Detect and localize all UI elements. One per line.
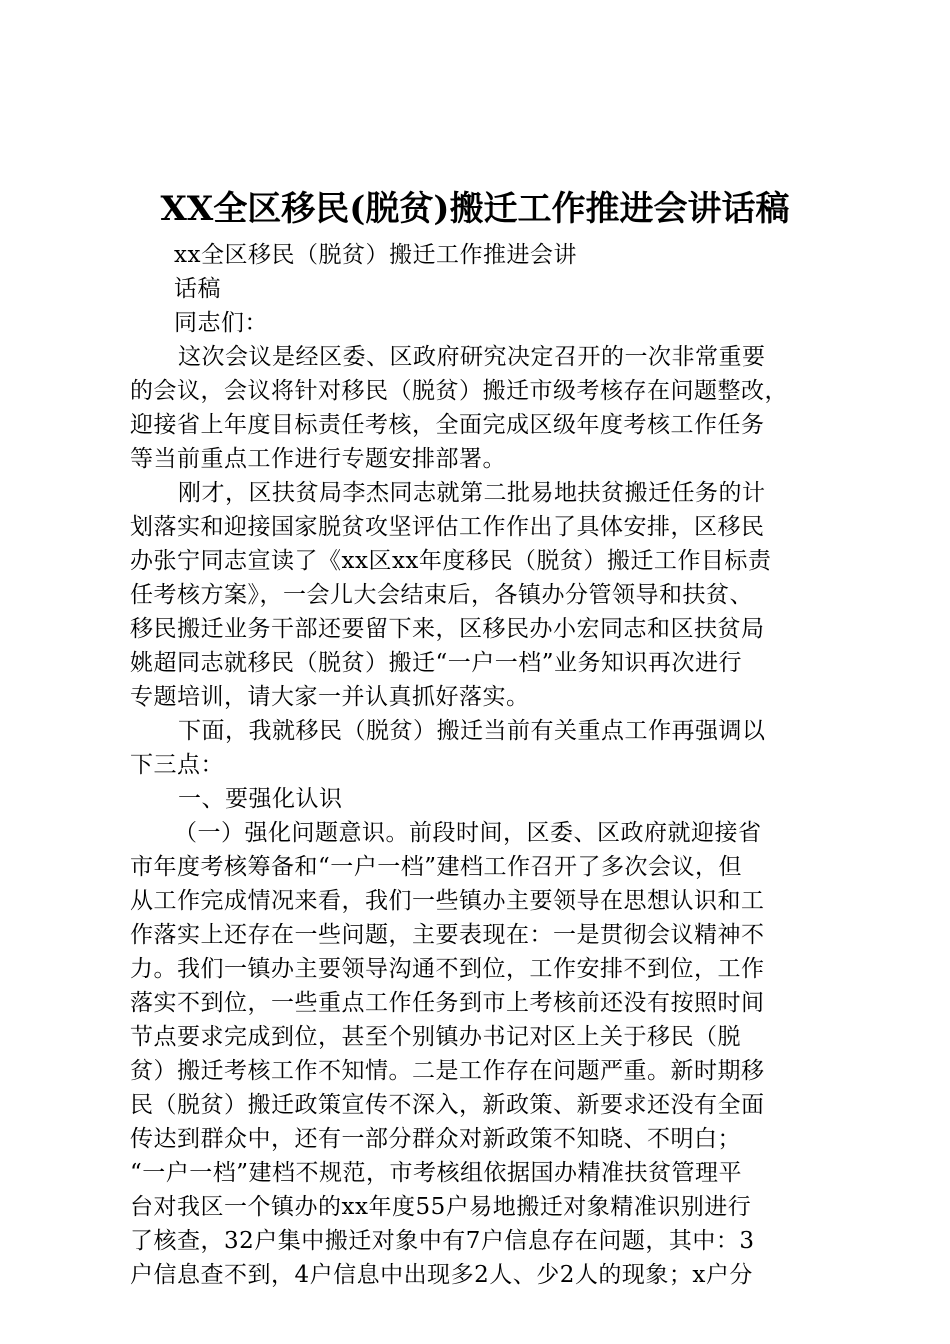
paragraph-line: 传达到群众中，还有一部分群众对新政策不知晓、不明白； <box>130 1126 741 1152</box>
paragraph-line: 下面，我就移民（脱贫）搬迁当前有关重点工作再强调以 <box>178 718 766 744</box>
paragraph-line: 力。我们一镇办主要领导沟通不到位，工作安排不到位，工作 <box>130 956 765 982</box>
paragraph-line: 姚超同志就移民（脱贫）搬迁“一户一档”业务知识再次进行 <box>130 650 743 676</box>
paragraph-line: 迎接省上年度目标责任考核，全面完成区级年度考核工作任务 <box>130 412 765 438</box>
paragraph-line: 民（脱贫）搬迁政策宣传不深入，新政策、新要求还没有全面 <box>130 1092 765 1118</box>
document-body <box>130 238 830 1292</box>
paragraph-line: 节点要求完成到位，甚至个别镇办书记对区上关于移民（脱 <box>130 1024 741 1050</box>
paragraph-line: “一户一档”建档不规范，市考核组依据国办精准扶贫管理平 <box>130 1160 743 1186</box>
subtitle-line-2: 话稿 <box>174 276 221 302</box>
paragraph-line: 任考核方案》，一会儿大会结束后，各镇办分管领导和扶贫、 <box>130 582 753 608</box>
document-title: XX全区移民(脱贫)搬迁工作推进会讲话稿 <box>160 189 790 229</box>
paragraph-line: 等当前重点工作进行专题安排部署。 <box>130 446 506 472</box>
subtitle-line-1: xx全区移民（脱贫）搬迁工作推进会讲 <box>174 242 577 268</box>
paragraph-line: （一）强化问题意识。前段时间，区委、区政府就迎接省 <box>174 820 762 846</box>
paragraph-line: 户信息查不到，4户信息中出现多2人、少2人的现象；x户分 <box>130 1262 753 1288</box>
paragraph-line: 刚才，区扶贫局李杰同志就第二批易地扶贫搬迁任务的计 <box>178 480 766 506</box>
paragraph-line: 办张宁同志宣读了《xx区xx年度移民（脱贫）搬迁工作目标责 <box>130 548 772 574</box>
paragraph-line: 划落实和迎接国家脱贫攻坚评估工作作出了具体安排，区移民 <box>130 514 765 540</box>
paragraph-line: 的会议，会议将针对移民（脱贫）搬迁市级考核存在问题整改， <box>130 378 788 404</box>
paragraph-line: 贫）搬迁考核工作不知情。二是工作存在问题严重。新时期移 <box>130 1058 765 1084</box>
paragraph-line: 了核查，32户集中搬迁对象中有7户信息存在问题，其中：3 <box>130 1228 755 1254</box>
paragraph-line: 从工作完成情况来看，我们一些镇办主要领导在思想认识和工 <box>130 888 765 914</box>
salutation: 同志们： <box>174 310 268 336</box>
paragraph-line: 市年度考核筹备和“一户一档”建档工作召开了多次会议，但 <box>130 854 743 880</box>
paragraph-line: 下三点： <box>130 752 224 778</box>
section-heading: 一、要强化认识 <box>178 786 343 812</box>
paragraph-line: 作落实上还存在一些问题，主要表现在：一是贯彻会议精神不 <box>130 922 765 948</box>
paragraph-line: 落实不到位，一些重点工作任务到市上考核前还没有按照时间 <box>130 990 765 1016</box>
paragraph-line: 台对我区一个镇办的xx年度55户易地搬迁对象精准识别进行 <box>130 1194 752 1220</box>
paragraph-line: 专题培训，请大家一并认真抓好落实。 <box>130 684 530 710</box>
paragraph-line: 移民搬迁业务干部还要留下来，区移民办小宏同志和区扶贫局 <box>130 616 765 642</box>
paragraph-line: 这次会议是经区委、区政府研究决定召开的一次非常重要 <box>178 344 766 370</box>
